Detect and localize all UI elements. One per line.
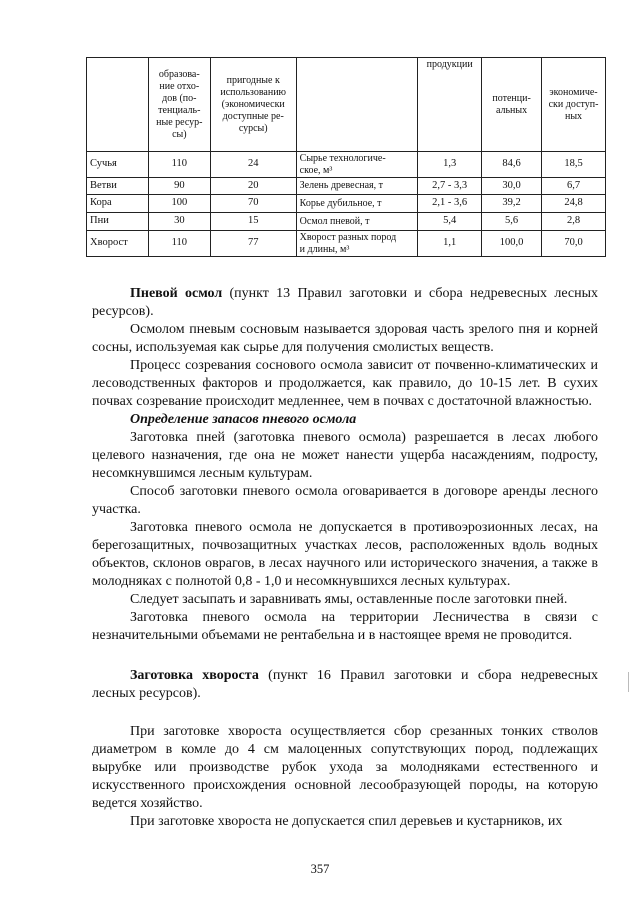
row-potential: 30,0: [482, 178, 542, 195]
row-name: Ветви: [87, 178, 149, 195]
section-title-resin: Пневой осмол: [130, 286, 223, 301]
row-products-value: 5,4: [418, 213, 482, 231]
paragraph: Способ заготовки пневого осмола оговаривается в договоре аренды лесного участка.: [92, 484, 598, 517]
row-products-value: 1,1: [418, 231, 482, 257]
subheading-resin-reserves: [92, 411, 598, 429]
header-cell-empty: [87, 58, 149, 152]
section-heading-resin: [92, 285, 598, 321]
row-potential: 5,6: [482, 213, 542, 231]
paragraph: Осмолом пневым сосновым называется здоровая часть зрелого пня и корней сосны, используемая как сырье для получения смолистых веществ.: [92, 322, 598, 355]
header-cell-usable: пригодные к использованию (экономически доступные ре- сурсы): [210, 58, 296, 152]
row-usable: 24: [210, 152, 296, 178]
table-header-row: [87, 58, 606, 152]
row-formation: 110: [148, 152, 210, 178]
paragraph: Заготовка пневого осмола не допускается в противоэрозионных лесах, на берегозащитных, почвозащитных участках лесов, расположенных вдоль водных объектов, склонов оврагов, в лесах научного или исторического значения, а также в молодняках с полнотой 0,8 - 1,0 и несомкнувшихся лесных культурах.: [92, 520, 598, 589]
row-economic: 18,5: [542, 152, 606, 178]
row-economic: 70,0: [542, 231, 606, 257]
row-potential: 39,2: [482, 195, 542, 213]
row-economic: 6,7: [542, 178, 606, 195]
section-heading-brushwood: [92, 667, 598, 703]
header-cell-empty-product: [296, 58, 418, 152]
header-cell-products: продукции: [418, 58, 482, 152]
row-formation: 110: [148, 231, 210, 257]
row-product: Зелень древесная, т: [296, 178, 418, 195]
table-row: [87, 152, 606, 178]
row-economic: 2,8: [542, 213, 606, 231]
row-product: Осмол пневой, т: [296, 213, 418, 231]
subheading-text: Определение запасов пневого осмола: [130, 412, 357, 427]
section-title-brushwood: Заготовка хвороста: [130, 668, 259, 683]
row-usable: 77: [210, 231, 296, 257]
row-usable: 15: [210, 213, 296, 231]
row-name: Кора: [87, 195, 149, 213]
body-text: [92, 285, 598, 831]
row-usable: 20: [210, 178, 296, 195]
section-subtitle-brushwood: (пункт 16 Правил заготовки и сбора недревесных лесных ресурсов).: [92, 668, 598, 701]
row-formation: 100: [148, 195, 210, 213]
header-cell-economic: экономиче- ски доступ- ных: [542, 58, 606, 152]
paragraph: При заготовке хвороста не допускается спил деревьев и кустарников, их: [130, 814, 563, 829]
row-product: Сырье технологиче- ское, м³: [296, 152, 418, 178]
header-cell-potential: потенци- альных: [482, 58, 542, 152]
row-name: Пни: [87, 213, 149, 231]
paragraph: Заготовка пневого осмола на территории Лесничества в связи с незначительными объемами не рентабельна и в настоящее время не проводится.: [92, 610, 598, 643]
row-products-value: 1,3: [418, 152, 482, 178]
section-subtitle-resin: (пункт 13 Правил заготовки и сбора недревесных лесных ресурсов).: [92, 286, 598, 319]
table-row: [87, 195, 606, 213]
row-formation: 30: [148, 213, 210, 231]
row-product: Корье дубильное, т: [296, 195, 418, 213]
row-potential: 100,0: [482, 231, 542, 257]
row-products-value: 2,1 - 3,6: [418, 195, 482, 213]
row-product: Хворост разных пород и длины, м³: [296, 231, 418, 257]
row-potential: 84,6: [482, 152, 542, 178]
row-usable: 70: [210, 195, 296, 213]
resources-table: [86, 57, 606, 257]
header-cell-waste-formation: образова- ние отхо- дов (по- тенциаль- ные ресур- сы): [148, 58, 210, 152]
paragraph: Следует засыпать и заравнивать ямы, оставленные после заготовки пней.: [130, 592, 568, 607]
row-name: Хворост: [87, 231, 149, 257]
row-products-value: 2,7 - 3,3: [418, 178, 482, 195]
row-formation: 90: [148, 178, 210, 195]
scan-margin-mark: [628, 672, 629, 692]
table-row: [87, 231, 606, 257]
row-economic: 24,8: [542, 195, 606, 213]
paragraph: Заготовка пней (заготовка пневого осмола) разрешается в лесах любого целевого назначения, где она не может нанести ущерба насаждениям, подросту, несомкнувшимся лесным культурам.: [92, 430, 598, 481]
table-row: [87, 213, 606, 231]
paragraph: При заготовке хвороста осуществляется сбор срезанных тонких стволов диаметром в комле до 4 см малоценных сопутствующих пород, подлежащих вырубке или производстве рубок ухода за молодняками естественного и искусственного происхождения основной лесообразующей породы, на которую ведется хозяйство.: [92, 724, 598, 811]
page-number: 357: [310, 862, 330, 876]
table-row: [87, 178, 606, 195]
row-name: Сучья: [87, 152, 149, 178]
paragraph: Процесс созревания соснового осмола зависит от почвенно-климатических и лесоводственных факторов и продолжается, как правило, до 10-15 лет. В сухих почвах созревание происходит медленнее, чем в почвах с достаточной влажностью.: [92, 358, 598, 409]
